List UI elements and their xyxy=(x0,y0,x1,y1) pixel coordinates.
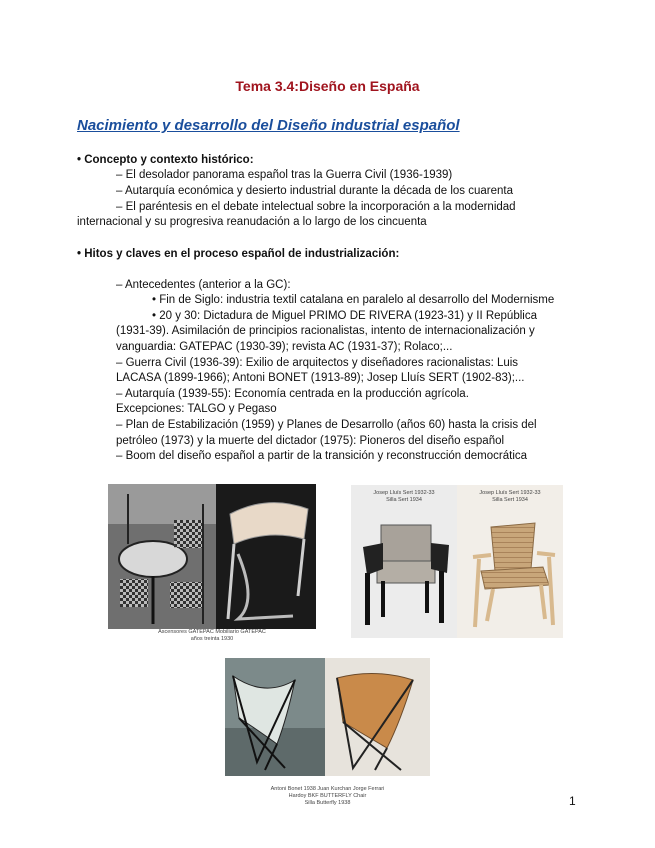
section2-heading: • Hitos y claves en el proceso español de industrialización: xyxy=(77,248,400,260)
section1-line: internacional y su progresiva reanudación a lo largo de los cincuenta xyxy=(77,216,427,228)
section1-heading: • Concepto y contexto histórico: xyxy=(77,154,254,166)
section-subtitle: Nacimiento y desarrollo del Diseño industrial español xyxy=(77,117,460,134)
section2-line: petróleo (1973) y la muerte del dictador (1975): Pioneros del diseño español xyxy=(116,435,505,447)
section1-line: – Autarquía económica y desierto industrial durante la década de los cuarenta xyxy=(116,185,514,197)
section2-line: (1931-39). Asimilación de principios racionalistas, intento de internacionalización y xyxy=(116,325,535,337)
section1-line: – El desolador panorama español tras la Guerra Civil (1936-1939) xyxy=(116,169,453,181)
section2-line: – Guerra Civil (1936-39): Exilio de arquitectos y diseñadores racionalistas: Luis xyxy=(116,357,519,369)
section2-line: – Antecedentes (anterior a la GC): xyxy=(116,279,291,291)
section2-line: • 20 y 30: Dictadura de Miguel PRIMO DE RIVERA (1923-31) y II República xyxy=(152,310,537,322)
figure-caption: Ascensores GATEPAC Mobiliario GATEPAC años treinta 1930 xyxy=(158,629,266,642)
sert-armchair-photo: Josep Lluís Sert 1932-33 Silla Sert 1934 xyxy=(351,485,457,638)
section2-line: Excepciones: TALGO y Pegaso xyxy=(116,403,277,415)
sert-wooden-chair-photo: Josep Lluís Sert 1932-33 Silla Sert 1934 xyxy=(457,485,563,638)
gatepac-furniture-photo xyxy=(108,484,316,629)
section2-line: vanguardia: GATEPAC (1930-39); revista AC (1931-37); Rolaco;... xyxy=(116,341,453,353)
page-title: Tema 3.4:Diseño en España xyxy=(235,78,420,94)
page-number: 1 xyxy=(569,794,576,808)
section1-line: – El paréntesis en el debate intelectual sobre la incorporación a la modernidad xyxy=(116,201,516,213)
section2-line: LACASA (1899-1966); Antoni BONET (1913-89); Josep Lluís SERT (1902-83);... xyxy=(116,372,525,384)
butterfly-chair-photo xyxy=(225,658,430,776)
section2-line: • Fin de Siglo: industria textil catalana en paralelo al desarrollo del Modernisme xyxy=(152,294,555,306)
section2-line: – Plan de Estabilización (1959) y Planes de Desarrollo (años 60) hasta la crisis del xyxy=(116,419,537,431)
section2-line: – Boom del diseño español a partir de la transición y reconstrucción democrática xyxy=(116,450,528,462)
section2-line: – Autarquía (1939-55): Economía centrada en la producción agrícola. xyxy=(116,388,469,400)
figure-caption: Antoni Bonet 1938 Juan Kurchan Jorge Ferrari Hardoy BKF BUTTERFLY Chair Silla Butterfly 1938 xyxy=(270,786,385,806)
